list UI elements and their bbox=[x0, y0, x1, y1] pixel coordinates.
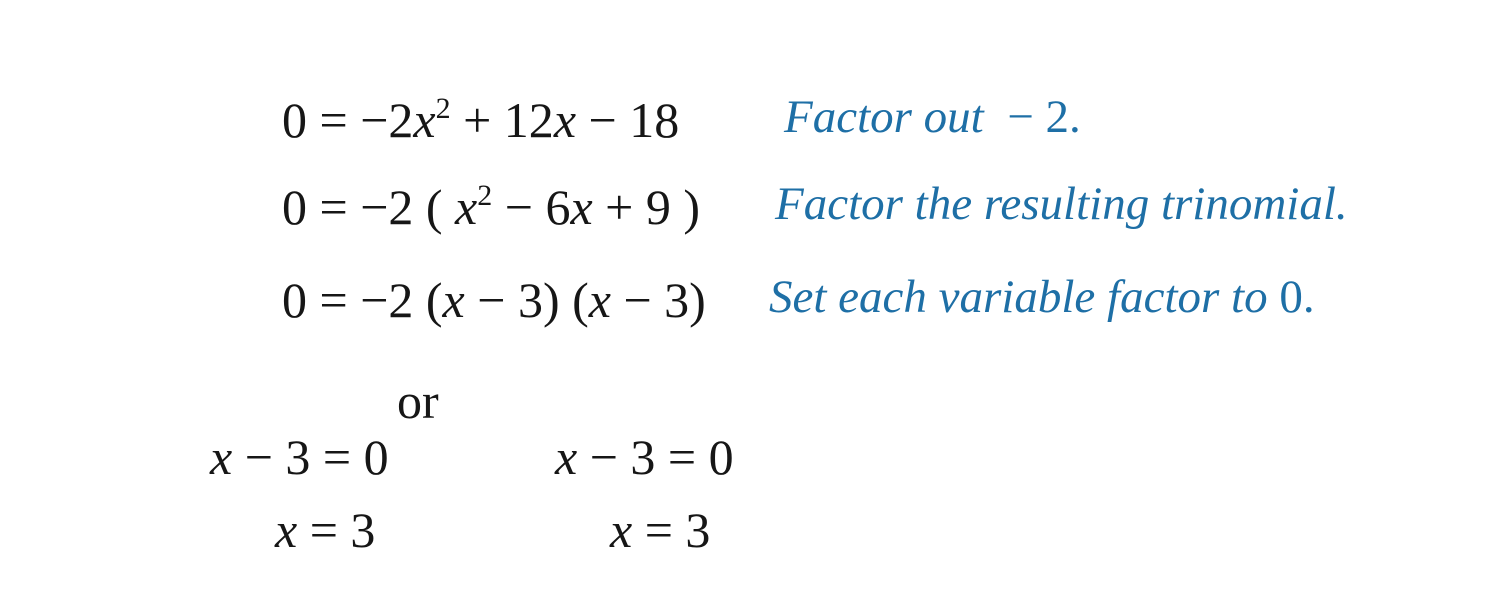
annotation-2-text: Factor the resulting trinomial. bbox=[775, 177, 1348, 230]
annotation-1-math: − 2. bbox=[1007, 90, 1081, 143]
variable-x: x bbox=[275, 502, 298, 558]
equation-3-lead: 0 = −2 ( bbox=[282, 272, 443, 328]
factor-equation-right-rest: − 3 = 0 bbox=[577, 429, 734, 485]
variable-x: x bbox=[555, 429, 578, 485]
variable-x: x bbox=[455, 179, 478, 235]
equation-3-tail: − 3) bbox=[610, 272, 706, 328]
factor-equation-left-rest: − 3 = 0 bbox=[232, 429, 389, 485]
variable-x: x bbox=[413, 92, 436, 148]
equation-2-lead: 0 = −2 ( bbox=[282, 179, 456, 235]
annotation-3-text: Set each variable factor to bbox=[769, 270, 1280, 323]
equation-1-middle: + 12 bbox=[450, 92, 554, 148]
equation-2-tail: + 9 ) bbox=[592, 179, 701, 235]
variable-x: x bbox=[570, 179, 593, 235]
annotation-3-math: 0. bbox=[1279, 270, 1315, 323]
solution-right bbox=[560, 446, 710, 614]
variable-x: x bbox=[588, 272, 611, 328]
solution-left bbox=[225, 446, 375, 614]
exponent-2: 2 bbox=[435, 92, 451, 126]
equation-line-3 bbox=[232, 216, 706, 384]
exponent-2: 2 bbox=[477, 179, 493, 213]
annotation-step-3 bbox=[722, 218, 1315, 376]
or-separator: or bbox=[397, 373, 439, 429]
variable-x: x bbox=[210, 429, 233, 485]
variable-x: x bbox=[442, 272, 465, 328]
solution-left-rest: = 3 bbox=[297, 502, 376, 558]
annotation-1-text: Factor out bbox=[784, 90, 1008, 143]
variable-x: x bbox=[553, 92, 577, 148]
equation-3-middle: − 3) ( bbox=[464, 272, 589, 328]
equation-2-middle: − 6 bbox=[492, 179, 571, 235]
equation-1-lead: 0 = −2 bbox=[282, 92, 414, 148]
variable-x: x bbox=[610, 502, 633, 558]
equation-1-tail: − 18 bbox=[576, 92, 680, 148]
solution-right-rest: = 3 bbox=[632, 502, 711, 558]
